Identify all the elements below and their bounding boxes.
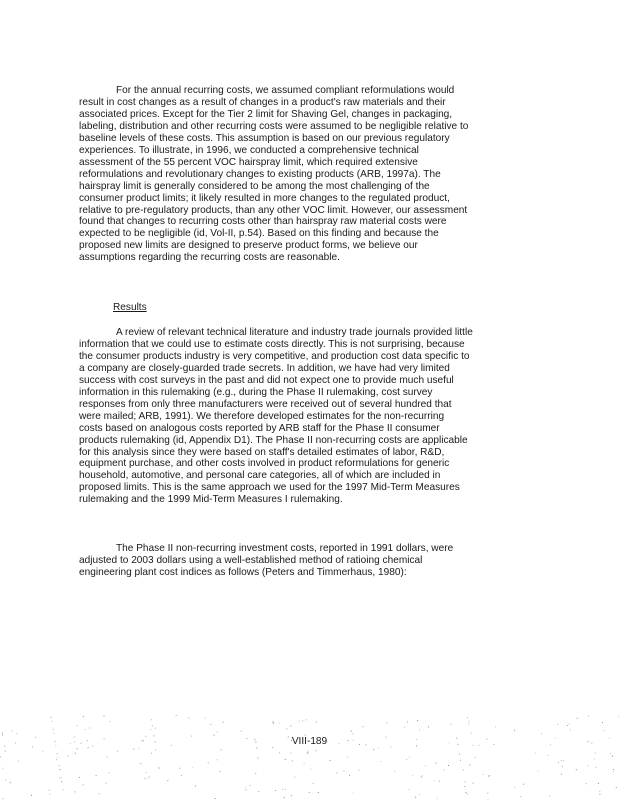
noise-dot — [562, 766, 563, 767]
noise-dot — [444, 769, 445, 770]
noise-dot — [302, 720, 303, 721]
noise-dot — [549, 796, 550, 797]
text-line: adjusted to 2003 dollars using a well-established method of ratioing chemical — [79, 554, 423, 566]
noise-dot — [257, 757, 258, 758]
noise-dot — [407, 722, 408, 723]
noise-dot — [10, 782, 11, 783]
noise-dot — [258, 791, 259, 792]
text-line: associated prices. Except for the Tier 2 limit for Shaving Gel, changes in packaging, — [79, 108, 453, 120]
noise-dot — [523, 784, 524, 785]
text-line: products rulemaking (id, Appendix D1). The Phase II non-recurring costs are applicable — [79, 434, 468, 446]
noise-dot — [344, 770, 345, 771]
noise-dot — [59, 769, 60, 770]
noise-dot — [394, 771, 395, 772]
noise-dot — [273, 721, 274, 722]
noise-dot — [616, 787, 617, 788]
noise-dot — [5, 750, 6, 751]
noise-dot — [286, 728, 287, 729]
noise-dot — [144, 778, 145, 779]
noise-dot — [292, 761, 293, 762]
noise-dot — [215, 798, 216, 799]
noise-dot — [290, 726, 291, 727]
noise-dot — [279, 752, 280, 753]
text-line: were mailed; ARB, 1991). We therefore developed estimates for the non-recurring — [79, 410, 445, 422]
noise-dot — [613, 769, 614, 770]
noise-dot — [489, 775, 490, 776]
noise-dot — [428, 726, 429, 727]
noise-dot — [353, 733, 354, 734]
noise-dot — [316, 750, 317, 751]
noise-dot — [362, 726, 363, 727]
noise-dot — [149, 776, 150, 777]
noise-dot — [570, 729, 571, 730]
noise-dot — [83, 784, 84, 785]
noise-dot — [547, 755, 548, 756]
noise-dot — [306, 719, 307, 720]
noise-dot — [223, 722, 224, 723]
noise-dot — [514, 729, 515, 730]
noise-dot — [275, 790, 276, 791]
noise-dot — [179, 768, 180, 769]
noise-dot — [245, 787, 246, 788]
noise-dot — [255, 773, 256, 774]
noise-dot — [89, 728, 90, 729]
noise-dot — [330, 760, 331, 761]
noise-dot — [59, 777, 60, 778]
noise-dot — [451, 724, 452, 725]
noise-dot — [439, 781, 440, 782]
noise-dot — [117, 751, 118, 752]
noise-dot — [195, 785, 196, 786]
noise-dot — [279, 723, 280, 724]
noise-dot — [470, 765, 471, 766]
noise-dot — [49, 794, 50, 795]
noise-dot — [53, 733, 54, 734]
noise-dot — [146, 772, 147, 773]
noise-dot — [133, 749, 134, 750]
noise-dot — [0, 756, 1, 757]
paragraph-cost-adjustment — [79, 543, 537, 579]
noise-dot — [359, 770, 360, 771]
noise-dot — [304, 763, 305, 764]
noise-dot — [310, 769, 311, 770]
noise-dot — [308, 753, 309, 754]
text-line: reformulations and revolutionary changes to existing products (ARB, 1997a). The — [79, 168, 441, 180]
noise-dot — [83, 716, 84, 717]
noise-dot — [599, 791, 600, 792]
noise-dot — [285, 759, 286, 760]
noise-dot — [150, 729, 151, 730]
noise-dot — [307, 751, 308, 752]
text-line: information that we could use to estimate costs directly. This is not surprising, because — [79, 338, 465, 350]
noise-dot — [18, 761, 19, 762]
noise-dot — [217, 759, 218, 760]
noise-dot — [250, 785, 251, 786]
noise-dot — [541, 733, 542, 734]
noise-dot — [404, 727, 405, 728]
text-line: for this analysis since they were based on staff's detailed estimates of labor, R&D, — [79, 446, 445, 458]
noise-dot — [563, 760, 564, 761]
noise-dot — [181, 775, 182, 776]
text-line: labeling, distribution and other recurring costs were assumed to be negligible relative to — [79, 120, 469, 132]
noise-dot — [406, 759, 407, 760]
text-line: result in cost changes as a result of changes in a product's raw materials and their — [79, 96, 446, 108]
noise-dot — [434, 780, 435, 781]
noise-dot — [588, 715, 589, 716]
noise-dot — [353, 793, 354, 794]
noise-dot — [318, 792, 319, 793]
noise-dot — [152, 725, 153, 726]
noise-dot — [473, 783, 474, 784]
noise-dot — [43, 751, 44, 752]
noise-dot — [421, 776, 422, 777]
noise-dot — [422, 775, 423, 776]
section-heading-results: Results — [113, 302, 147, 313]
noise-dot — [68, 756, 69, 757]
noise-dot — [205, 717, 206, 718]
noise-dot — [465, 792, 466, 793]
noise-dot — [313, 783, 314, 784]
noise-dot — [104, 715, 105, 716]
noise-dot — [337, 773, 338, 774]
text-line: experiences. To illustrate, in 1996, we conducted a comprehensive technical — [79, 144, 419, 156]
noise-dot — [77, 748, 78, 749]
noise-dot — [557, 724, 558, 725]
noise-dot — [349, 775, 350, 776]
noise-dot — [75, 791, 76, 792]
noise-dot — [63, 789, 64, 790]
noise-dot — [51, 721, 52, 722]
page-number: VIII-189 — [291, 736, 328, 747]
noise-dot — [587, 766, 588, 767]
noise-dot — [514, 730, 515, 731]
noise-dot — [436, 763, 437, 764]
noise-dot — [299, 721, 300, 722]
scan-noise-dots — [0, 700, 619, 800]
noise-dot — [567, 725, 568, 726]
text-line: equipment purchase, and other costs involved in product reformulations for generic — [79, 458, 450, 470]
noise-dot — [467, 794, 468, 795]
noise-dot — [110, 721, 111, 722]
noise-dot — [151, 753, 152, 754]
noise-dot — [417, 720, 418, 721]
noise-dot — [594, 759, 595, 760]
noise-dot — [53, 729, 54, 730]
text-line: the consumer products industry is very competitive, and production cost data specific to — [79, 350, 470, 362]
text-line: found that changes to recurring costs other than hairspray raw material costs were — [79, 216, 447, 228]
noise-dot — [598, 783, 599, 784]
noise-dot — [155, 749, 156, 750]
text-line: baseline levels of these costs. This assumption is based on our previous regulatory — [79, 132, 450, 144]
text-line: expected to be negligible (id, Vol-II, p.54). Based on this finding and because the — [79, 228, 439, 240]
noise-dot — [285, 789, 286, 790]
noise-dot — [373, 749, 374, 750]
noise-dot — [464, 786, 465, 787]
noise-dot — [599, 794, 600, 795]
noise-dot — [459, 754, 460, 755]
noise-dot — [138, 748, 139, 749]
noise-dot — [561, 760, 562, 761]
text-line: assumptions regarding the recurring costs are reasonable. — [79, 252, 340, 264]
noise-dot — [246, 789, 247, 790]
noise-dot — [151, 719, 152, 720]
noise-dot — [167, 780, 168, 781]
text-line: household, automotive, and personal care categories, all of which are included in — [79, 470, 441, 482]
noise-dot — [460, 760, 461, 761]
noise-dot — [465, 782, 466, 783]
noise-dot — [419, 794, 420, 795]
noise-dot — [61, 777, 62, 778]
text-line: proposed limits. This is the same approach we used for the 1997 Mid-Term Measures — [79, 482, 460, 494]
noise-dot — [51, 717, 52, 718]
noise-dot — [59, 765, 60, 766]
noise-dot — [31, 795, 32, 796]
noise-dot — [2, 768, 3, 769]
noise-dot — [61, 781, 62, 782]
noise-dot — [409, 789, 410, 790]
noise-dot — [514, 787, 515, 788]
paragraph-results — [79, 327, 537, 506]
noise-dot — [347, 756, 348, 757]
noise-dot — [467, 717, 468, 718]
noise-dot — [561, 774, 562, 775]
noise-dot — [56, 759, 57, 760]
text-line: For the annual recurring costs, we assumed compliant reformulations would — [116, 85, 455, 96]
noise-dot — [192, 767, 193, 768]
text-line: assessment of the 55 percent VOC hairspray limit, which required extensive — [79, 156, 418, 168]
noise-dot — [57, 757, 58, 758]
noise-dot — [2, 732, 3, 733]
noise-dot — [425, 766, 426, 767]
noise-dot — [77, 725, 78, 726]
noise-dot — [16, 733, 17, 734]
noise-dot — [307, 752, 308, 753]
noise-dot — [495, 726, 496, 727]
text-line: hairspray limit is generally considered to be among the most challenging of the — [79, 180, 430, 192]
noise-dot — [147, 778, 148, 779]
noise-dot — [290, 753, 291, 754]
noise-dot — [475, 757, 476, 758]
noise-dot — [85, 729, 86, 730]
noise-dot — [535, 753, 536, 754]
noise-dot — [469, 721, 470, 722]
noise-dot — [99, 793, 100, 794]
text-line: relative to pre-regulatory products, than any other VOC limit. However, our assessment — [79, 204, 468, 216]
noise-dot — [11, 731, 12, 732]
noise-dot — [613, 771, 614, 772]
noise-dot — [9, 782, 10, 783]
noise-dot — [437, 798, 438, 799]
text-line: costs based on analogous costs reported by ARB staff for the Phase II consumer — [79, 422, 440, 434]
text-line: consumer product limits; it likely resulted in more changes to the regulated product, — [79, 192, 450, 204]
noise-dot — [463, 769, 464, 770]
noise-dot — [210, 724, 211, 725]
noise-dot — [569, 723, 570, 724]
noise-dot — [471, 733, 472, 734]
text-line: rulemaking and the 1999 Mid-Term Measures I rulemaking. — [79, 494, 343, 506]
noise-dot — [415, 797, 416, 798]
noise-dot — [188, 718, 189, 719]
noise-dot — [380, 761, 381, 762]
noise-dot — [448, 765, 449, 766]
noise-dot — [577, 718, 578, 719]
noise-dot — [316, 722, 317, 723]
text-line: a company are closely-guarded trade secrets. In addition, we have had very limited — [79, 362, 450, 374]
noise-dot — [176, 715, 177, 716]
text-line: A review of relevant technical literature and industry trade journals provided little — [116, 327, 473, 338]
text-line: information in this rulemaking (e.g., during the Phase II rulemaking, cost survey — [79, 386, 433, 398]
noise-dot — [155, 728, 156, 729]
noise-dot — [386, 722, 387, 723]
noise-dot — [576, 769, 577, 770]
noise-dot — [217, 732, 218, 733]
noise-dot — [586, 783, 587, 784]
noise-dot — [158, 767, 159, 768]
noise-dot — [612, 756, 613, 757]
noise-dot — [75, 753, 76, 754]
noise-dot — [412, 775, 413, 776]
noise-dot — [610, 753, 611, 754]
noise-dot — [483, 774, 484, 775]
text-line: proposed new limits are designed to preserve product forms, we believe our — [79, 240, 418, 252]
noise-dot — [409, 757, 410, 758]
noise-dot — [351, 731, 352, 732]
noise-dot — [79, 777, 80, 778]
noise-dot — [241, 731, 242, 732]
noise-dot — [57, 753, 58, 754]
noise-dot — [273, 723, 274, 724]
noise-dot — [595, 767, 596, 768]
noise-dot — [2, 798, 3, 799]
paragraph-recurring-costs — [79, 85, 537, 264]
noise-dot — [220, 771, 221, 772]
noise-dot — [488, 776, 489, 777]
noise-dot — [595, 753, 596, 754]
noise-dot — [487, 793, 488, 794]
noise-dot — [603, 730, 604, 731]
text-line: success with cost surveys in the past and did not expect one to provide much useful — [79, 374, 454, 386]
noise-dot — [602, 722, 603, 723]
noise-dot — [520, 796, 521, 797]
noise-dot — [558, 762, 559, 763]
noise-dot — [109, 772, 110, 773]
noise-dot — [468, 723, 469, 724]
noise-dot — [221, 749, 222, 750]
noise-dot — [282, 789, 283, 790]
noise-dot — [291, 795, 292, 796]
noise-dot — [208, 762, 209, 763]
noise-dot — [419, 729, 420, 730]
noise-dot — [284, 797, 285, 798]
noise-dot — [295, 777, 296, 778]
text-line: responses from only three manufacturers were received out of several hundred that — [79, 398, 452, 410]
noise-dot — [309, 792, 310, 793]
noise-dot — [107, 757, 108, 758]
noise-dot — [49, 790, 50, 791]
noise-dot — [5, 779, 6, 780]
noise-dot — [538, 771, 539, 772]
text-line: The Phase II non-recurring investment costs, reported in 1991 dollars, were — [116, 543, 454, 554]
text-line: engineering plant cost indices as follows (Peters and Timmerhaus, 1980): — [79, 566, 407, 578]
noise-dot — [96, 775, 97, 776]
noise-dot — [140, 763, 141, 764]
noise-dot — [159, 768, 160, 769]
noise-dot — [105, 783, 106, 784]
